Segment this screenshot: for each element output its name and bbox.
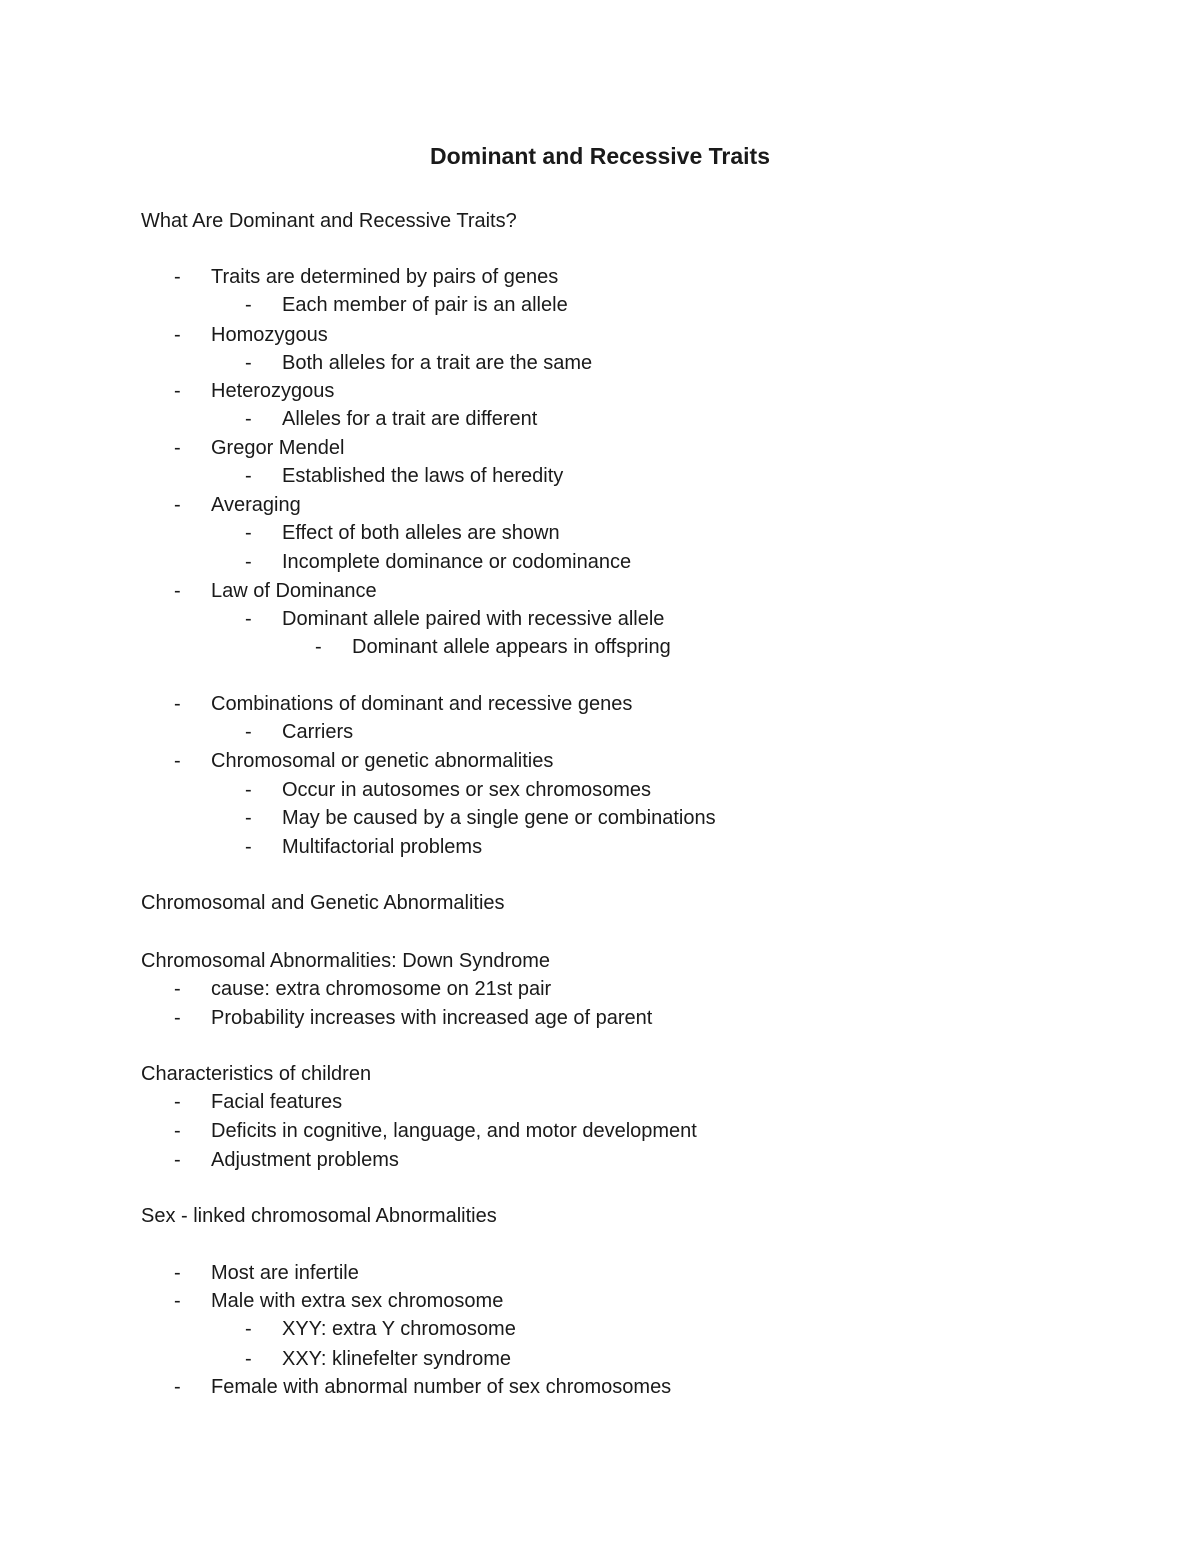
list-item xyxy=(141,776,1041,804)
bullet-dash: - xyxy=(174,324,181,346)
bullet-dash: - xyxy=(245,608,252,630)
bullet-dash: - xyxy=(174,1262,181,1284)
list-item xyxy=(141,1088,1041,1116)
bullet-dash: - xyxy=(245,721,252,743)
bullet-dash: - xyxy=(174,494,181,516)
list-item xyxy=(141,633,1041,661)
bullet-dash: - xyxy=(174,437,181,459)
bullet-dash: - xyxy=(174,266,181,288)
bullet-dash: - xyxy=(174,750,181,772)
list-item xyxy=(141,605,1041,633)
list-item-text: Heterozygous xyxy=(211,380,335,402)
section-heading-down-syndrome: Chromosomal Abnormalities: Down Syndrome xyxy=(141,950,551,972)
section-heading-dominant-recessive: What Are Dominant and Recessive Traits? xyxy=(141,210,517,232)
list-item-text: cause: extra chromosome on 21st pair xyxy=(211,978,552,1000)
list-item-text: Occur in autosomes or sex chromosomes xyxy=(282,779,652,801)
list-item xyxy=(141,548,1041,576)
list-item xyxy=(141,1345,1041,1373)
list-item xyxy=(141,690,1041,718)
list-item-text: Female with abnormal number of sex chromosomes xyxy=(211,1376,672,1398)
list-item xyxy=(141,434,1041,462)
bullet-dash: - xyxy=(174,1091,181,1113)
bullet-dash: - xyxy=(174,1290,181,1312)
list-item xyxy=(141,349,1041,377)
list-item xyxy=(141,291,1041,319)
bullet-dash: - xyxy=(245,836,252,858)
list-item-text: Both alleles for a trait are the same xyxy=(282,352,593,374)
bullet-dash: - xyxy=(245,779,252,801)
bullet-dash: - xyxy=(245,352,252,374)
list-item xyxy=(141,1146,1041,1174)
list-item-text: Dominant allele appears in offspring xyxy=(352,636,671,658)
bullet-dash: - xyxy=(174,693,181,715)
list-item xyxy=(141,804,1041,832)
section-heading-characteristics: Characteristics of children xyxy=(141,1063,372,1085)
list-item xyxy=(141,1373,1041,1401)
bullet-dash: - xyxy=(174,1376,181,1398)
list-item-text: XYY: extra Y chromosome xyxy=(282,1318,516,1340)
list-item xyxy=(141,1259,1041,1287)
list-item xyxy=(141,833,1041,861)
list-item-text: Deficits in cognitive, language, and motor development xyxy=(211,1120,697,1142)
section-heading-chromosomal-genetic: Chromosomal and Genetic Abnormalities xyxy=(141,892,505,914)
list-item xyxy=(141,1287,1041,1315)
list-item-text: Facial features xyxy=(211,1091,343,1113)
section-heading-sex-linked: Sex - linked chromosomal Abnormalities xyxy=(141,1205,497,1227)
list-item-text: Adjustment problems xyxy=(211,1149,399,1171)
list-item-text: Averaging xyxy=(211,494,301,516)
bullet-dash: - xyxy=(245,551,252,573)
list-item-text: Multifactorial problems xyxy=(282,836,483,858)
list-item xyxy=(141,263,1041,291)
list-item-text: Established the laws of heredity xyxy=(282,465,564,487)
bullet-dash: - xyxy=(174,580,181,602)
list-item-text: Probability increases with increased age of parent xyxy=(211,1007,653,1029)
list-item xyxy=(141,377,1041,405)
bullet-dash: - xyxy=(245,294,252,316)
bullet-dash: - xyxy=(174,1120,181,1142)
list-item-text: XXY: klinefelter syndrome xyxy=(282,1348,511,1370)
bullet-dash: - xyxy=(174,978,181,1000)
list-item-text: Incomplete dominance or codominance xyxy=(282,551,632,573)
list-item xyxy=(141,321,1041,349)
bullet-dash: - xyxy=(245,408,252,430)
list-item-text: Homozygous xyxy=(211,324,328,346)
list-item-text: Male with extra sex chromosome xyxy=(211,1290,504,1312)
bullet-dash: - xyxy=(245,522,252,544)
bullet-dash: - xyxy=(315,636,322,658)
document-title: Dominant and Recessive Traits xyxy=(429,143,770,169)
bullet-dash: - xyxy=(245,1318,252,1340)
list-item xyxy=(141,718,1041,746)
list-item xyxy=(141,1117,1041,1145)
list-item xyxy=(141,1004,1041,1032)
list-item xyxy=(141,462,1041,490)
list-item-text: Law of Dominance xyxy=(211,580,377,602)
bullet-dash: - xyxy=(174,380,181,402)
list-item xyxy=(141,747,1041,775)
list-item-text: Carriers xyxy=(282,721,354,743)
list-item-text: Alleles for a trait are different xyxy=(282,408,538,430)
list-item-text: Each member of pair is an allele xyxy=(282,294,568,316)
list-item-text: Gregor Mendel xyxy=(211,437,345,459)
list-item-text: Combinations of dominant and recessive genes xyxy=(211,693,633,715)
list-item-text: Most are infertile xyxy=(211,1262,359,1284)
bullet-dash: - xyxy=(174,1007,181,1029)
bullet-dash: - xyxy=(245,807,252,829)
list-item xyxy=(141,519,1041,547)
list-item xyxy=(141,975,1041,1003)
list-item-text: May be caused by a single gene or combinations xyxy=(282,807,716,829)
list-item xyxy=(141,577,1041,605)
bullet-dash: - xyxy=(245,465,252,487)
list-item xyxy=(141,1315,1041,1343)
list-item-text: Traits are determined by pairs of genes xyxy=(211,266,559,288)
list-item xyxy=(141,491,1041,519)
list-item-text: Dominant allele paired with recessive allele xyxy=(282,608,665,630)
bullet-dash: - xyxy=(245,1348,252,1370)
list-item xyxy=(141,405,1041,433)
bullet-dash: - xyxy=(174,1149,181,1171)
list-item-text: Effect of both alleles are shown xyxy=(282,522,560,544)
list-item-text: Chromosomal or genetic abnormalities xyxy=(211,750,554,772)
